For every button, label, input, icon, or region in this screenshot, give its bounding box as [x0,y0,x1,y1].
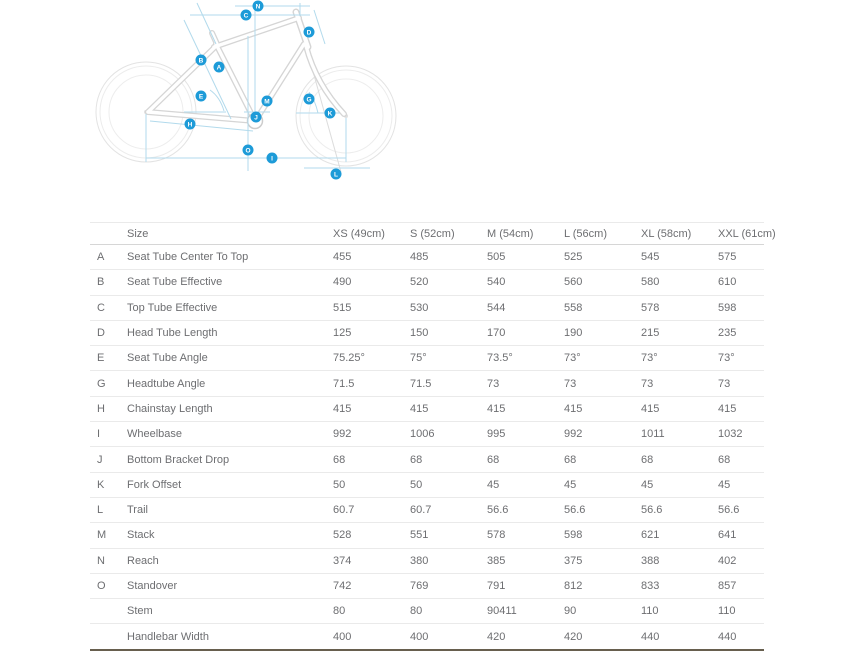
row-letter: N [97,554,105,567]
row-value: 56.6 [487,504,509,517]
row-value: 50 [333,478,346,491]
row-value: 515 [333,301,352,314]
row-value: 68 [718,453,731,466]
row-name: Bottom Bracket Drop [127,453,230,466]
row-value: 525 [564,251,583,264]
row-value: 420 [564,630,583,643]
row-value: 45 [718,478,731,491]
header-letter-spacer [90,223,127,245]
diagram-marker-label: E [198,93,204,101]
row-value: 505 [487,251,506,264]
table-row [90,573,764,598]
row-letter: J [97,453,103,466]
row-letter: E [97,352,105,365]
diagram-marker-label: D [306,29,312,37]
row-name: Wheelbase [127,428,183,441]
table-row [90,371,764,396]
table-row [90,447,764,472]
row-value: 73° [641,352,658,365]
row-name: Chainstay Length [127,402,213,415]
row-letter: K [97,478,105,491]
row-value: 769 [410,580,429,592]
table-row [90,472,764,497]
row-value: 71.5 [333,377,355,390]
row-value: 90 [564,605,577,618]
row-value: 400 [333,630,352,643]
bike-geometry-diagram [0,0,440,215]
row-value: 1011 [641,428,665,441]
row-value: 45 [487,478,500,491]
row-value: 68 [564,453,577,466]
row-value: 45 [641,478,654,491]
row-value: 385 [487,554,506,567]
row-value: 528 [333,529,352,542]
geometry-table [90,222,776,651]
row-value: 73° [564,352,581,365]
row-value: 73 [487,377,500,390]
row-value: 60.7 [333,504,355,517]
row-name: Reach [127,554,159,567]
row-value: 455 [333,251,352,264]
diagram-marker-label: H [187,121,193,129]
row-name: Seat Tube Effective [127,276,223,289]
row-value: 73.5° [487,352,513,365]
table-row [90,346,764,371]
row-value: 540 [487,276,506,289]
row-value: 125 [333,327,352,340]
row-name: Trail [127,504,148,517]
row-letter: A [97,251,105,264]
row-value: 621 [641,529,660,542]
row-letter: H [97,402,105,415]
row-value: 80 [333,605,346,618]
row-value: 415 [333,402,352,415]
row-value: 68 [333,453,346,466]
row-letter [90,599,127,624]
row-value: 992 [564,428,583,441]
table-row [90,422,764,447]
row-value: 215 [641,327,660,340]
row-name: Head Tube Length [127,327,218,340]
row-name: Seat Tube Angle [127,352,208,365]
table-row [90,396,764,421]
table-row [90,295,764,320]
diagram-marker-label: I [271,155,273,163]
row-value: 415 [564,402,583,415]
row-value: 598 [718,301,737,314]
row-value: 375 [564,554,583,567]
table-row [90,497,764,522]
row-value: 578 [487,529,506,542]
row-value: 110 [641,605,659,618]
diagram-marker-label: M [264,98,270,106]
header-xl: XL (58cm) [641,227,692,240]
table-row [90,548,764,573]
row-value: 150 [410,327,429,340]
row-value: 71.5 [410,377,432,390]
row-value: 75.25° [333,352,365,365]
row-value: 110 [718,605,736,618]
row-value: 1006 [410,428,435,441]
row-value: 812 [564,580,583,592]
row-name: Top Tube Effective [127,301,218,314]
header-size: Size [127,227,149,240]
row-value: 415 [718,402,737,415]
row-name: Fork Offset [127,478,182,491]
diagram-marker-label: L [334,171,338,179]
row-letter: M [97,529,107,542]
row-value: 415 [487,402,506,415]
row-value: 420 [487,630,506,643]
geometry-table-grid [90,222,776,651]
row-value: 415 [641,402,660,415]
row-value: 485 [410,251,429,264]
row-value: 68 [641,453,654,466]
row-value: 56.6 [718,504,740,517]
row-value: 530 [410,301,429,314]
geometry-table-body [90,245,764,650]
diagram-marker-label: N [255,3,261,11]
header-xs: XS (49cm) [333,227,385,240]
row-value: 558 [564,301,583,314]
row-letter: O [97,580,106,592]
row-name: Handlebar Width [127,630,209,643]
row-value: 80 [410,605,423,618]
row-value: 440 [718,630,737,643]
row-value: 56.6 [564,504,586,517]
row-value: 73 [718,377,731,390]
row-value: 791 [487,580,506,592]
row-letter: I [97,428,101,441]
table-row [90,245,764,270]
row-value: 551 [410,529,429,542]
row-letter: C [97,301,105,314]
row-value: 641 [718,529,737,542]
row-name: Stack [127,529,155,542]
header-l: L (56cm) [564,227,607,240]
diagram-marker-label: O [245,147,251,155]
row-value: 90411 [487,605,517,618]
row-letter: G [97,377,106,390]
row-value: 380 [410,554,429,567]
table-row [90,523,764,548]
row-letter: D [97,327,105,340]
diagram-marker-label: J [254,114,258,122]
row-value: 50 [410,478,423,491]
row-value: 578 [641,301,660,314]
row-value: 598 [564,529,583,542]
row-name: Seat Tube Center To Top [127,251,249,264]
header-s: S (52cm) [410,227,455,240]
diagram-marker-label: A [216,64,222,72]
frame-inner [148,12,344,121]
row-value: 415 [410,402,429,415]
row-value: 857 [718,580,737,592]
row-letter: B [97,276,105,289]
diagram-marker-label: G [306,96,312,104]
row-value: 170 [487,327,506,340]
row-value: 545 [641,251,660,264]
row-value: 520 [410,276,429,289]
table-row [90,320,764,345]
row-name: Stem [127,605,153,618]
row-value: 73 [641,377,654,390]
row-value: 575 [718,251,737,264]
row-value: 490 [333,276,352,289]
table-header-row [90,223,764,245]
dimension-lines [146,3,370,171]
row-value: 68 [487,453,500,466]
row-name: Headtube Angle [127,377,206,390]
row-value: 402 [718,554,737,567]
row-value: 992 [333,428,352,441]
diagram-marker-label: K [327,110,333,118]
table-row [90,599,764,624]
header-m: M (54cm) [487,227,534,240]
row-value: 190 [564,327,583,340]
row-value: 833 [641,580,660,592]
row-value: 995 [487,428,506,441]
row-letter: L [97,504,104,517]
row-value: 73° [718,352,735,365]
row-value: 45 [564,478,577,491]
row-value: 1032 [718,428,743,441]
header-xxl: XXL (61cm) [718,227,776,240]
row-value: 60.7 [410,504,432,517]
row-value: 56.6 [641,504,663,517]
row-value: 68 [410,453,423,466]
table-row [90,270,764,295]
diagram-marker-label: C [243,12,249,20]
row-value: 580 [641,276,660,289]
row-value: 742 [333,580,352,592]
row-value: 400 [410,630,429,643]
row-value: 388 [641,554,660,567]
row-value: 544 [487,301,506,314]
row-value: 235 [718,327,737,340]
row-name: Standover [127,580,178,592]
row-value: 75° [410,352,427,365]
row-value: 73 [564,377,577,390]
row-value: 610 [718,276,737,289]
diagram-marker-label: B [198,57,204,65]
row-value: 374 [333,554,352,567]
row-value: 440 [641,630,660,643]
row-value: 560 [564,276,583,289]
